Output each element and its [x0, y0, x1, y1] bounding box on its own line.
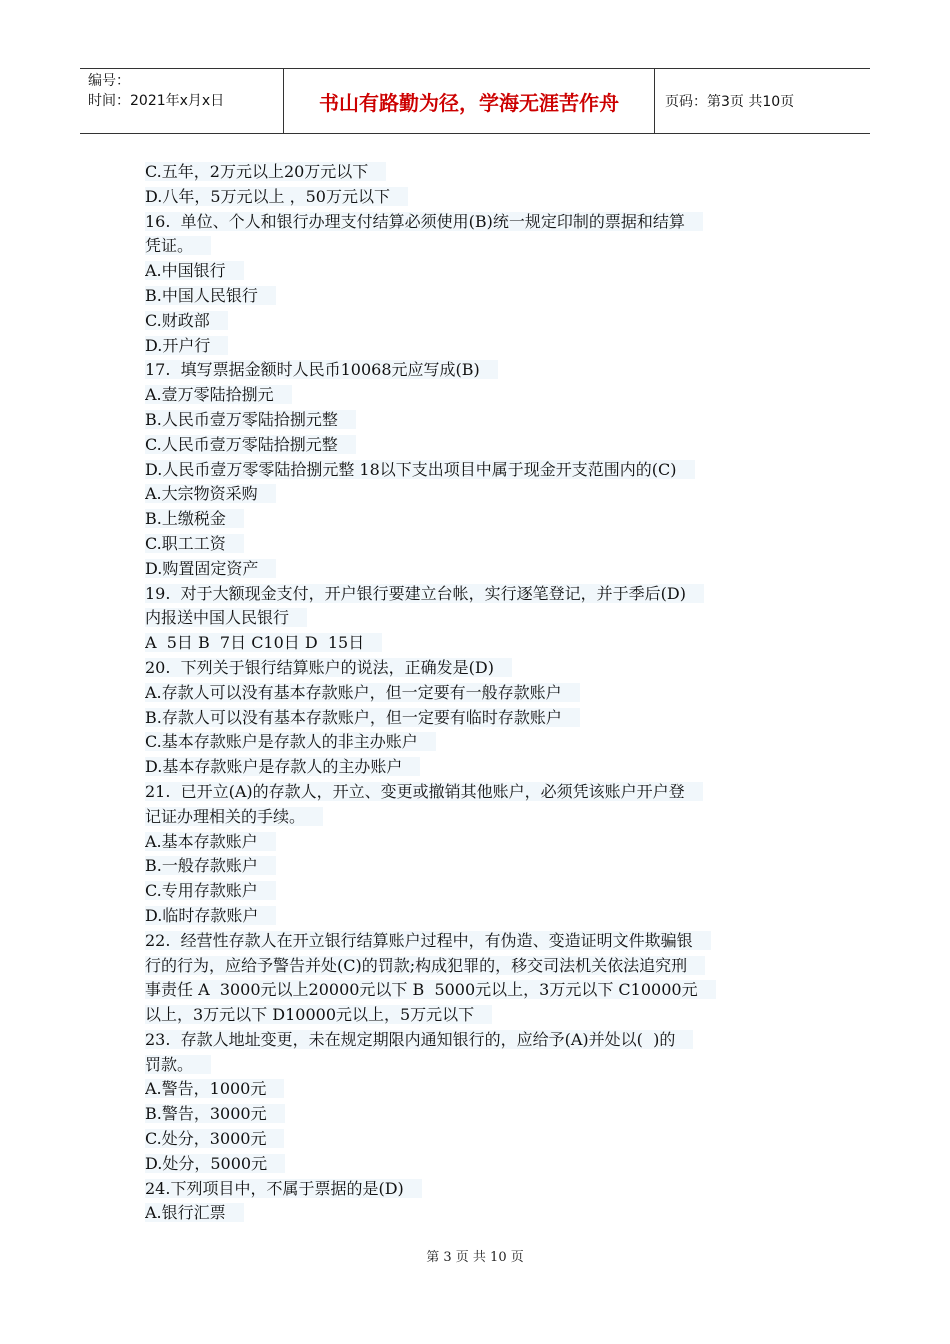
- text-line: [145, 1102, 810, 1127]
- text-line: [145, 631, 810, 656]
- text-line-content: B.人民币壹万零陆拾捌元整: [145, 410, 356, 429]
- text-line-content: A.壹万零陆拾捌元: [145, 385, 292, 404]
- text-line: [145, 606, 810, 631]
- text-line-content: C.基本存款账户是存款人的非主办账户: [145, 732, 436, 751]
- text-line-content: A.中国银行: [145, 261, 244, 280]
- text-line: [145, 284, 810, 309]
- text-line-content: A.银行汇票: [145, 1203, 244, 1222]
- text-line: [145, 309, 810, 334]
- header-page-info: 页码：第3页 共10页: [665, 94, 795, 110]
- text-line: [145, 1152, 810, 1177]
- text-line-content: 以上，3万元以下 D10000元以上，5万元以下: [145, 1005, 492, 1024]
- text-line-content: D.临时存款账户: [145, 906, 276, 925]
- text-line: [145, 458, 810, 483]
- text-line: [145, 234, 810, 259]
- text-line: [145, 1201, 810, 1226]
- text-line-content: A.警告，1000元: [145, 1079, 284, 1098]
- text-line-content: 记证办理相关的手续。: [145, 807, 323, 826]
- text-line: [145, 185, 810, 210]
- text-line-content: A.大宗物资采购: [145, 484, 276, 503]
- text-line: [145, 482, 810, 507]
- document-date: 时间：2021年x月x日: [88, 93, 225, 109]
- text-line: [145, 259, 810, 284]
- text-line: [145, 1127, 810, 1152]
- document-number-label: 编号：: [88, 73, 130, 89]
- text-line-content: C.专用存款账户: [145, 881, 276, 900]
- text-line-content: 16. 单位、个人和银行办理支付结算必须使用(B)统一规定印制的票据和结算: [145, 212, 703, 231]
- text-line: [145, 358, 810, 383]
- text-line: [145, 854, 810, 879]
- text-line: [145, 780, 810, 805]
- text-line-content: D.人民币壹万零零陆拾捌元整 18以下支出项目中属于现金开支范围内的(C): [145, 460, 695, 479]
- text-line: [145, 929, 810, 954]
- text-line-content: 行的行为，应给予警告并处(C)的罚款;构成犯罪的，移交司法机关依法追究刑: [145, 956, 705, 975]
- text-line-content: C.人民币壹万零陆拾捌元整: [145, 435, 356, 454]
- text-line-content: 22. 经营性存款人在开立银行结算账户过程中，有伪造、变造证明文件欺骗银: [145, 931, 711, 950]
- text-line-content: B.存款人可以没有基本存款账户，但一定要有临时存款账户: [145, 708, 580, 727]
- page-header: [80, 68, 870, 134]
- text-line-content: C.职工工资: [145, 534, 244, 553]
- text-line-content: B.警告，3000元: [145, 1104, 285, 1123]
- text-line: [145, 210, 810, 235]
- text-line: [145, 954, 810, 979]
- text-line-content: A.基本存款账户: [145, 832, 276, 851]
- document-body: [145, 160, 810, 1226]
- text-line-content: 21. 已开立(A)的存款人，开立、变更或撤销其他账户，必须凭该账户开户登: [145, 782, 703, 801]
- text-line-content: A.存款人可以没有基本存款账户，但一定要有一般存款账户: [145, 683, 580, 702]
- text-line: [145, 830, 810, 855]
- text-line: [145, 1177, 810, 1202]
- text-line-content: 23. 存款人地址变更，未在规定期限内通知银行的，应给予(A)并处以( )的: [145, 1030, 693, 1049]
- text-line-content: C.五年，2万元以上20万元以下: [145, 162, 386, 181]
- text-line: [145, 706, 810, 731]
- text-line: [145, 730, 810, 755]
- text-line: [145, 160, 810, 185]
- text-line: [145, 879, 810, 904]
- text-line: [145, 433, 810, 458]
- text-line-content: C.财政部: [145, 311, 228, 330]
- text-line: [145, 557, 810, 582]
- text-line: [145, 1053, 810, 1078]
- text-line-content: 事责任 A 3000元以上20000元以下 B 5000元以上，3万元以下 C10000元: [145, 980, 716, 999]
- text-line: [145, 1028, 810, 1053]
- text-line-content: 内报送中国人民银行: [145, 608, 307, 627]
- text-line-content: 凭证。: [145, 236, 211, 255]
- text-line-content: D.基本存款账户是存款人的主办账户: [145, 757, 420, 776]
- text-line: [145, 904, 810, 929]
- text-line: [145, 507, 810, 532]
- text-line-content: 罚款。: [145, 1055, 211, 1074]
- text-line: [145, 532, 810, 557]
- text-line-content: D.开户行: [145, 336, 228, 355]
- text-line-content: A 5日 B 7日 C10日 D 15日: [145, 633, 382, 652]
- header-meta: [80, 69, 283, 133]
- header-motto: 书山有路勤为径，学海无涯苦作舟: [283, 69, 655, 133]
- text-line-content: 20. 下列关于银行结算账户的说法，正确发是(D): [145, 658, 512, 677]
- text-line-content: D.购置固定资产: [145, 559, 276, 578]
- text-line: [145, 334, 810, 359]
- text-line: [145, 1077, 810, 1102]
- page-footer: 第 3 页 共 10 页: [426, 1250, 524, 1265]
- text-line: [145, 755, 810, 780]
- text-line: [145, 582, 810, 607]
- text-line: [145, 978, 810, 1003]
- text-line-content: B.一般存款账户: [145, 856, 276, 875]
- text-line: [145, 805, 810, 830]
- text-line-content: 24.下列项目中，不属于票据的是(D): [145, 1179, 422, 1198]
- text-line: [145, 383, 810, 408]
- text-line-content: D.八年，5万元以上 ，50万元以下: [145, 187, 408, 206]
- text-line: [145, 656, 810, 681]
- text-line-content: 19. 对于大额现金支付，开户银行要建立台帐，实行逐笔登记，并于季后(D): [145, 584, 704, 603]
- text-line-content: C.处分，3000元: [145, 1129, 284, 1148]
- text-line: [145, 408, 810, 433]
- text-line-content: 17. 填写票据金额时人民币10068元应写成(B): [145, 360, 498, 379]
- text-line-content: D.处分，5000元: [145, 1154, 285, 1173]
- text-line-content: B.中国人民银行: [145, 286, 276, 305]
- text-line: [145, 681, 810, 706]
- text-line: [145, 1003, 810, 1028]
- text-line-content: B.上缴税金: [145, 509, 244, 528]
